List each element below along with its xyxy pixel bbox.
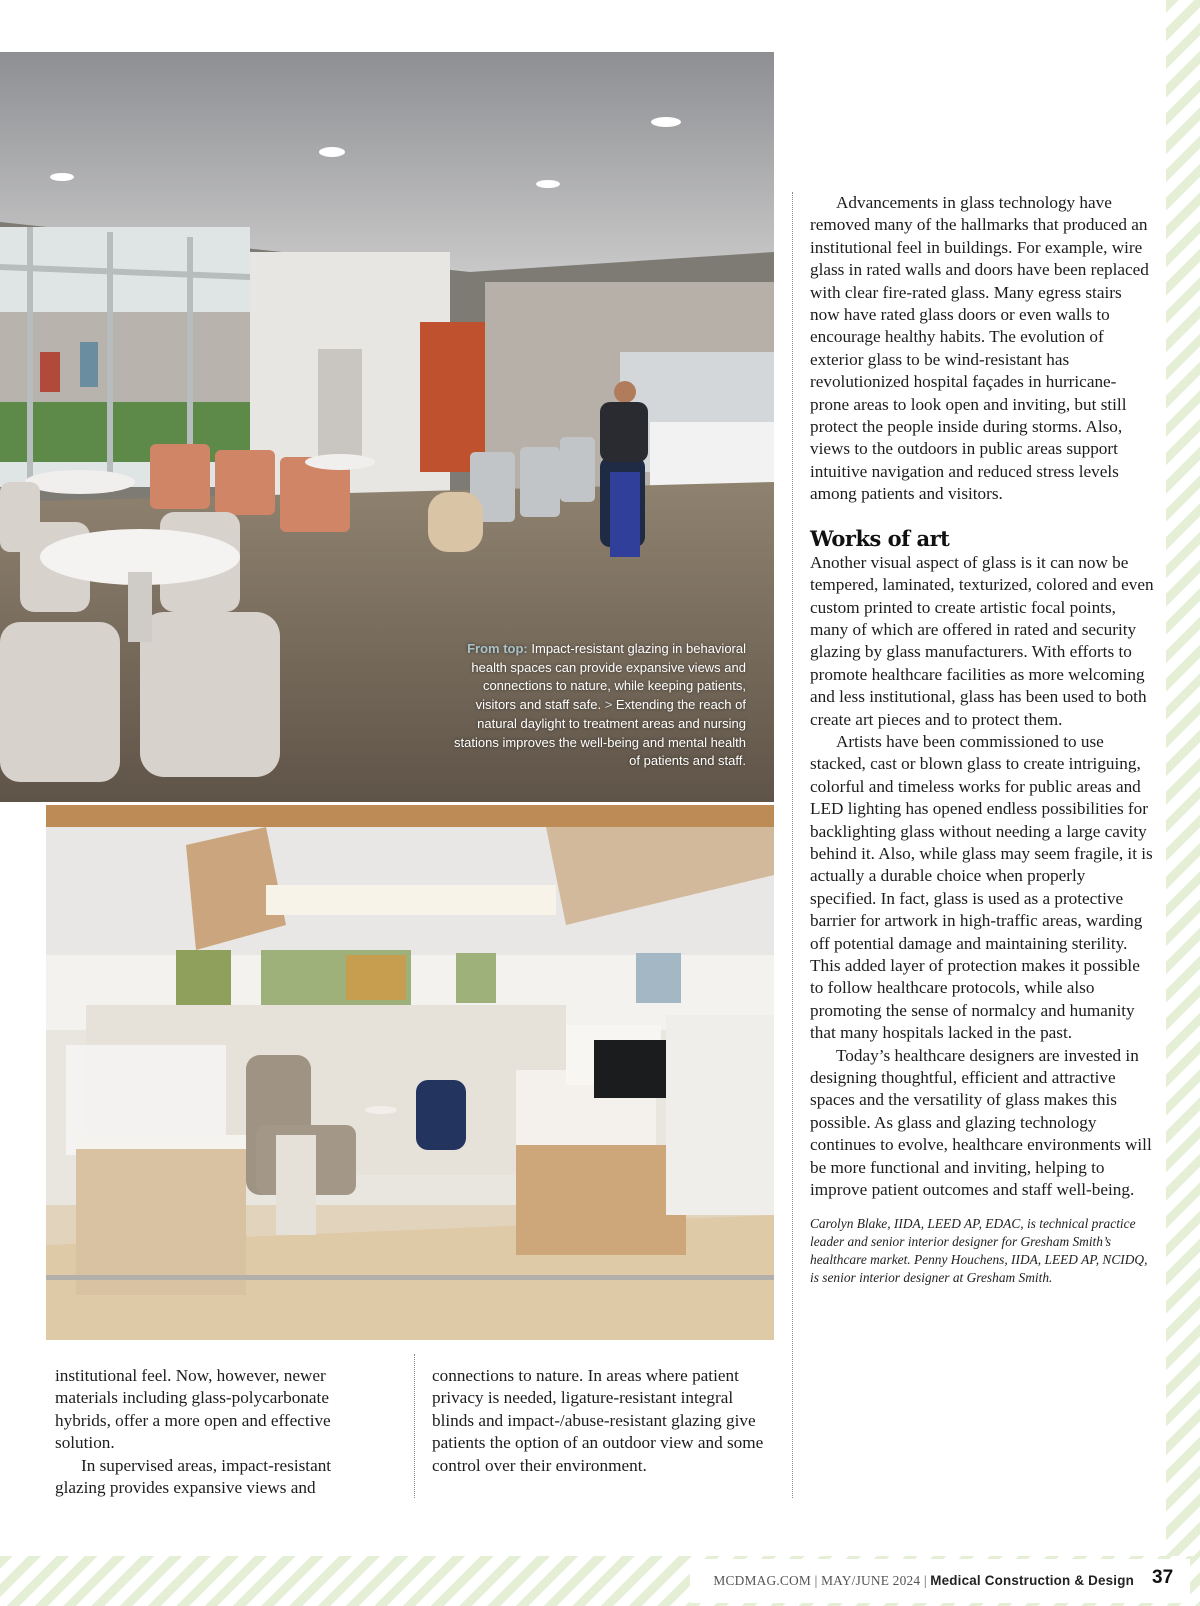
article-column-left [55,1365,385,1499]
page-footer [713,1573,1134,1589]
middle-paragraph-1: connections to nature. In areas where patient privacy is needed, ligature-resistant integral blinds and impact-/abuse-resistant glazing give patients the option of an outdoor view and some control over their environment. [432,1366,764,1475]
footer-divider: | [814,1573,818,1588]
author-bio: Carolyn Blake, IIDA, LEED AP, EDAC, is technical practice leader and senior interior designer for Gresham Smith’s healthcare market. Penny Houchens, IIDA, LEED AP, NCIDQ, is senior interior designer at Gresham Smith. [810,1216,1148,1286]
column-divider-left [414,1354,415,1498]
article-column-middle [432,1365,767,1477]
article-column-right [810,192,1155,1287]
section-heading: Works of art [810,525,950,551]
caption-lead: From top: [467,641,528,656]
right-paragraph-4: Today’s healthcare designers are invested in designing thoughtful, efficient and attractive spaces and the versatility of glass makes this possible. As glass and glazing technology continues to evolve, healthcare environments will be more functional and inviting, helping to improve patient outcomes and staff well-being. [810,1045,1152,1200]
footer-magazine: Medical Construction & Design [930,1573,1134,1588]
footer-issue: MAY/JUNE 2024 [821,1573,921,1588]
right-paragraph-3: Artists have been commissioned to use stacked, cast or blown glass to create intriguing, colorful and timeless works for public areas and LED lighting has opened endless possibilities for backlighting glass without needing a large cavity behind it. Also, while glass may seem fragile, it is actually a durable choice when properly specified. In fact, glass is used as a protective barrier for artwork in high-traffic areas, warding off potential damage and maintaining sterility. This added layer of protection makes it possible to follow healthcare protocols, while also promoting the sense of normalcy and humanity that many hospitals lacked in the past. [810,731,1153,1043]
left-paragraph-1: institutional feel. Now, however, newer materials including glass-polycarbonate hybrids, offer a more open and effective solution. [55,1366,331,1453]
caption-part2: Extending the reach of natural daylight to treatment areas and nursing stations improves the well-being and mental health of patients and staff. [454,697,746,769]
page-number: 37 [1152,1567,1174,1588]
photo-caption [452,640,746,771]
footer-divider: | [923,1573,927,1588]
left-paragraph-2: In supervised areas, impact-resistant glazing provides expansive views and [55,1455,332,1498]
decorative-stripe-right [1166,0,1200,1606]
caption-separator: > [604,697,613,713]
caption-part1: Impact-resistant glazing in behavioral health spaces can provide expansive views and connections to nature, while keeping patients, visitors and staff safe. [471,641,746,713]
right-paragraph-2: Another visual aspect of glass is it can now be tempered, laminated, texturized, colored and even custom printed to create artistic focal points, many of which are offered in rated and security glazing by glass manufacturers. With efforts to promote healthcare facilities as more welcoming and less institutional, glass has been used to both create art pieces and to protect them. [810,552,1154,729]
infusion-bay-photo [46,805,774,1340]
column-divider-right [792,192,793,1498]
footer-site: MCDMAG.COM [713,1573,812,1588]
right-paragraph-1: Advancements in glass technology have removed many of the hallmarks that produced an institutional feel in buildings. For example, wire glass in rated walls and doors have been replaced with clear fire-rated glass. Many egress stairs now have rated glass doors or even walls to encourage healthy habits. The evolution of exterior glass to be wind-resistant has revolutionized hospital façades in hurricane-prone areas to look open and inviting, but still protect the people inside during storms. Also, views to the outdoors in public areas support intuitive navigation and reduced stress levels among patients and visitors. [810,193,1149,504]
infusion-bay-photo-icon [46,805,774,1340]
